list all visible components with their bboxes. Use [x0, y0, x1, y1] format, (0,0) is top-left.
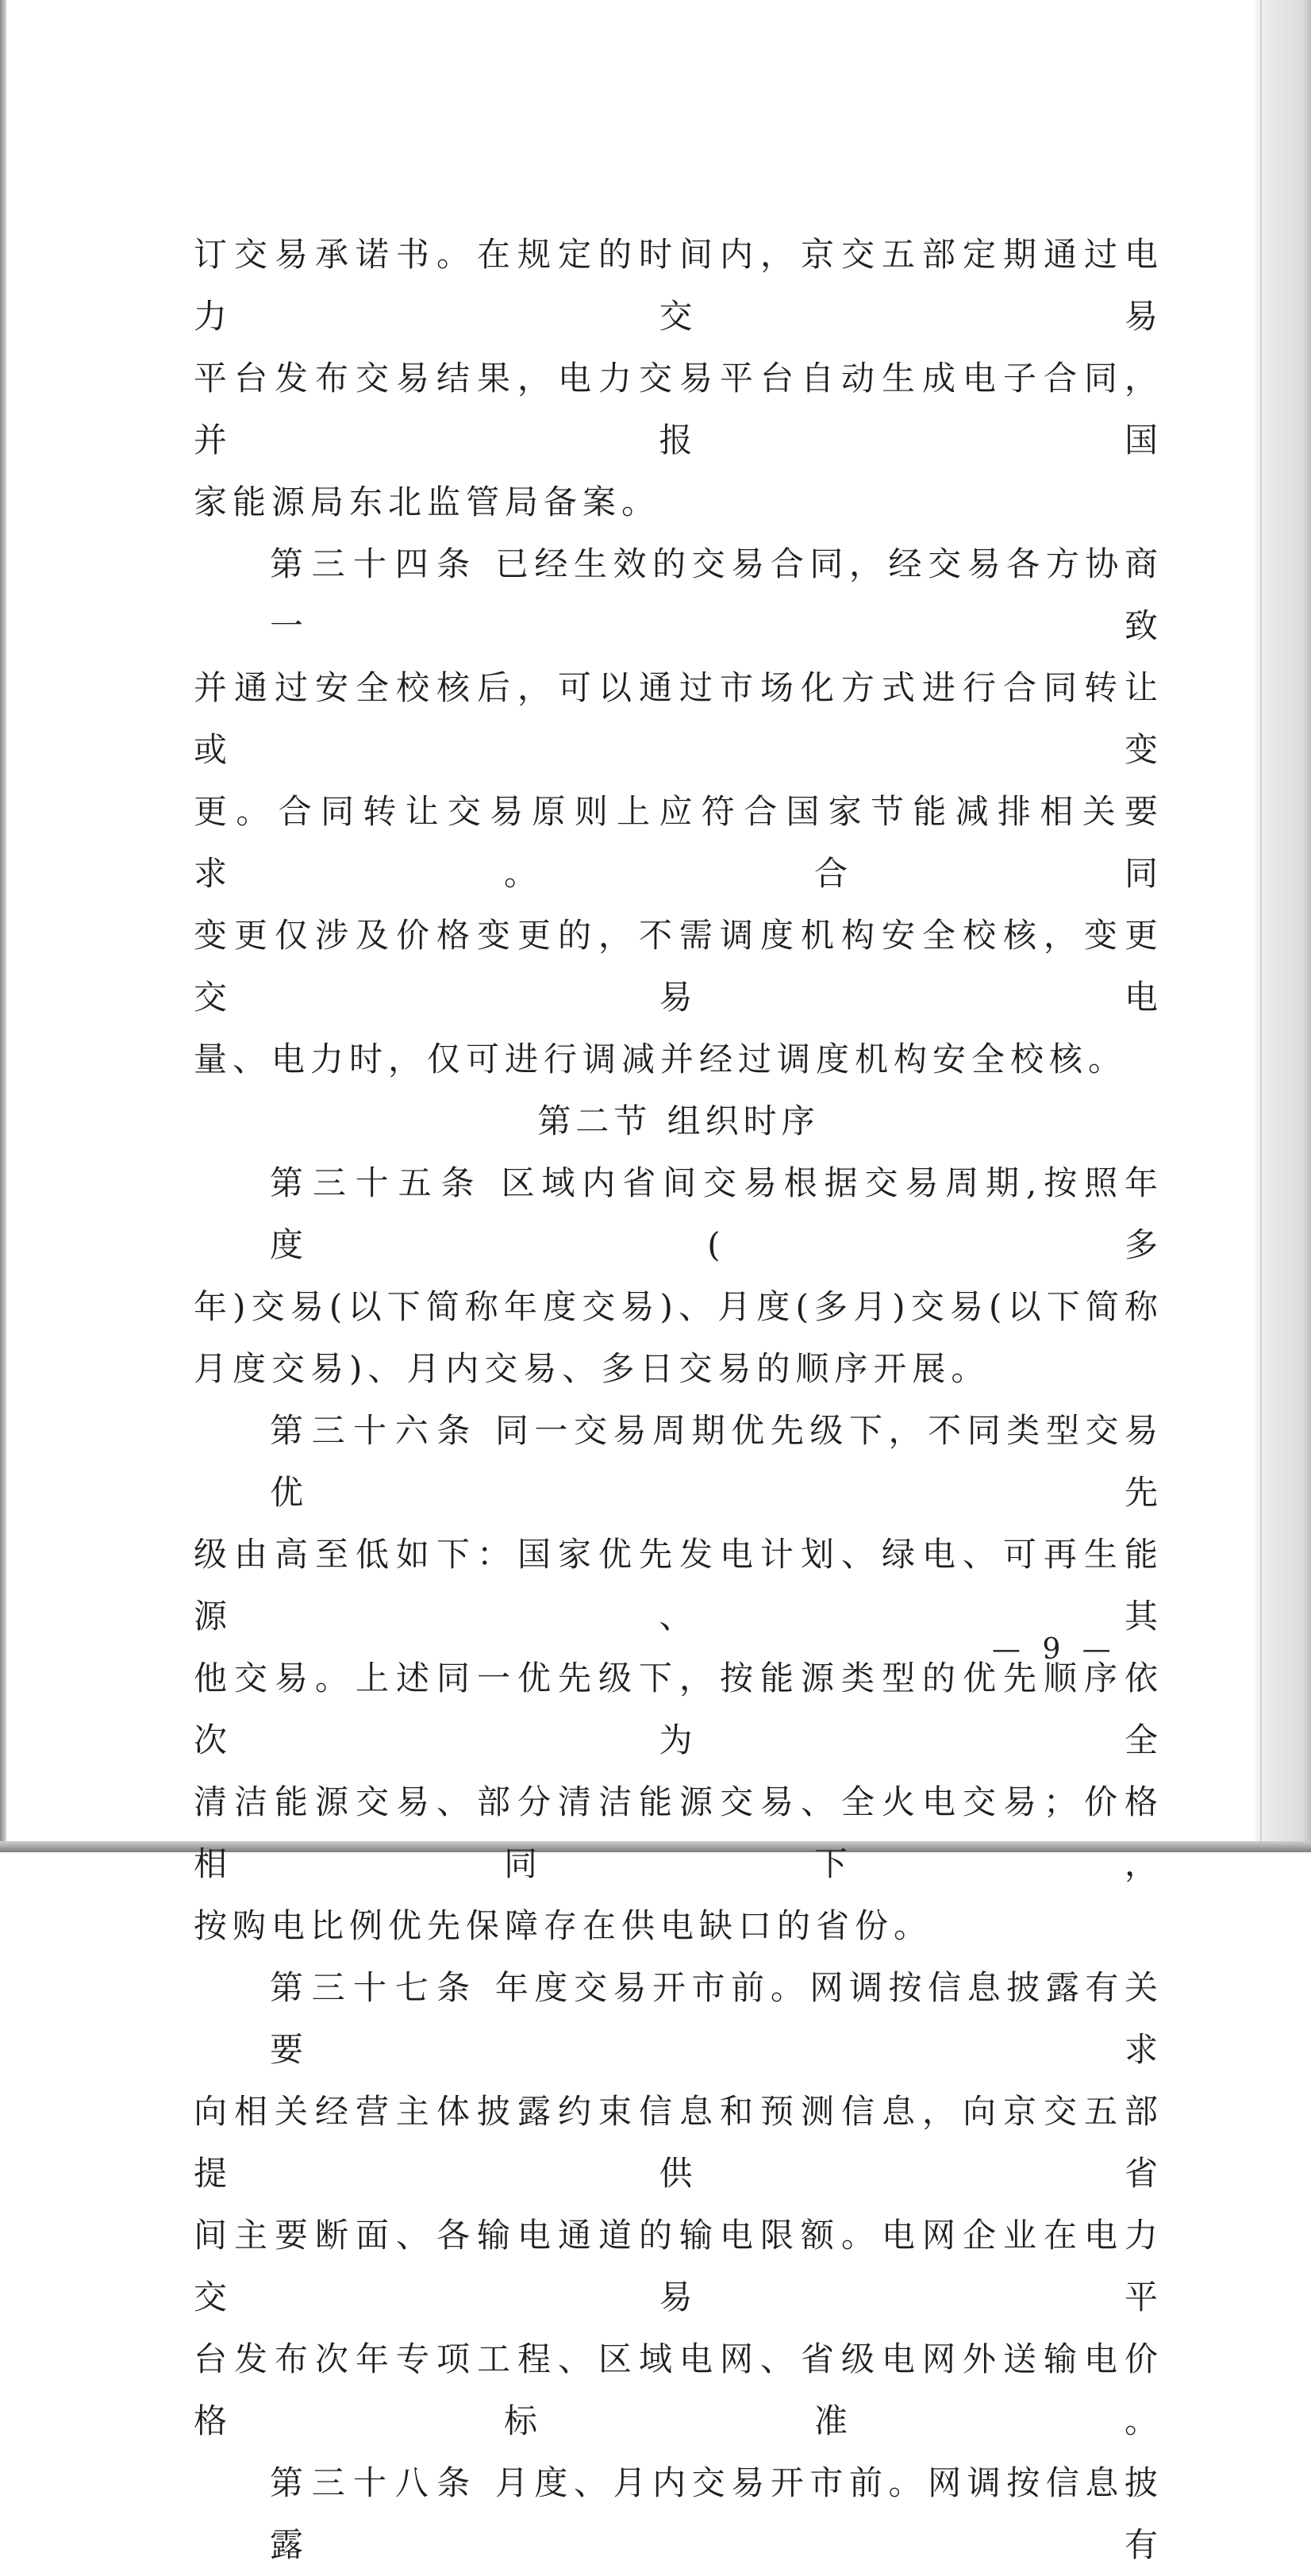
article-label: 第三十七条 [270, 1968, 479, 2007]
text-line: 已经生效的交易合同，经交易各方协商一致 [270, 544, 1163, 645]
scan-edge-right [1255, 0, 1311, 1852]
text-line: 台发布次年专项工程、区域电网、省级电网外送输电价格标准。 [194, 2340, 1163, 2440]
paragraph-continuation [194, 224, 1163, 533]
text-line: 订交易承诺书。在规定的时间内，京交五部定期通过电力交易 [194, 235, 1163, 336]
text-line: 并通过安全校核后，可以通过市场化方式进行合同转让或变 [194, 668, 1163, 769]
text-line: 清洁能源交易、部分清洁能源交易、全火电交易；价格相同下， [194, 1782, 1163, 1883]
text-line: 他交易。上述同一优先级下，按能源类型的优先顺序依次为全 [194, 1659, 1163, 1759]
text-line: 向相关经营主体披露约束信息和预测信息，向京交五部提供省 [194, 2092, 1163, 2193]
article-36 [194, 1400, 1163, 1957]
text-line: 年)交易(以下简称年度交易)、月度(多月)交易(以下简称 [194, 1287, 1163, 1326]
text-line: 月度交易)、月内交易、多日交易的顺序开展。 [194, 1349, 990, 1388]
text-line: 量、电力时，仅可进行调减并经过调度机构安全校核。 [194, 1040, 1128, 1078]
article-35 [194, 1152, 1163, 1400]
text-line: 区域内省间交易根据交易周期,按照年度(多 [270, 1163, 1163, 1264]
text-line: 年度交易开市前。网调按信息披露有关要求 [270, 1968, 1163, 2069]
page-number: — 9 — [992, 1633, 1117, 1666]
article-label: 第三十五条 [270, 1163, 484, 1202]
document-page [194, 224, 1163, 2576]
text-line: 家能源局东北监管局备案。 [194, 483, 661, 521]
text-line: 平台发布交易结果，电力交易平台自动生成电子合同，并报国 [194, 359, 1163, 459]
article-37 [194, 1957, 1163, 2452]
article-label: 第三十六条 [270, 1411, 479, 1450]
article-label: 第三十八条 [270, 2463, 479, 2502]
scan-edge-left [0, 0, 6, 1852]
article-38 [194, 2452, 1163, 2576]
article-34 [194, 533, 1163, 1090]
article-label: 第三十四条 [270, 544, 479, 583]
text-line: 变更仅涉及价格变更的，不需调度机构安全校核，变更交易电 [194, 916, 1163, 1017]
section-heading: 第二节 组织时序 [537, 1102, 820, 1140]
text-line: 级由高至低如下：国家优先发电计划、绿电、可再生能源、其 [194, 1535, 1163, 1636]
text-line: 间主要断面、各输电通道的输电限额。电网企业在电力交易平 [194, 2216, 1163, 2316]
text-line: 更。合同转让交易原则上应符合国家节能减排相关要求。合同 [194, 792, 1163, 893]
text-line: 月度、月内交易开市前。网调按信息披露有 [270, 2463, 1163, 2564]
text-line: 同一交易周期优先级下，不同类型交易优先 [270, 1411, 1163, 1512]
text-line: 按购电比例优先保障存在供电缺口的省份。 [194, 1906, 933, 1945]
